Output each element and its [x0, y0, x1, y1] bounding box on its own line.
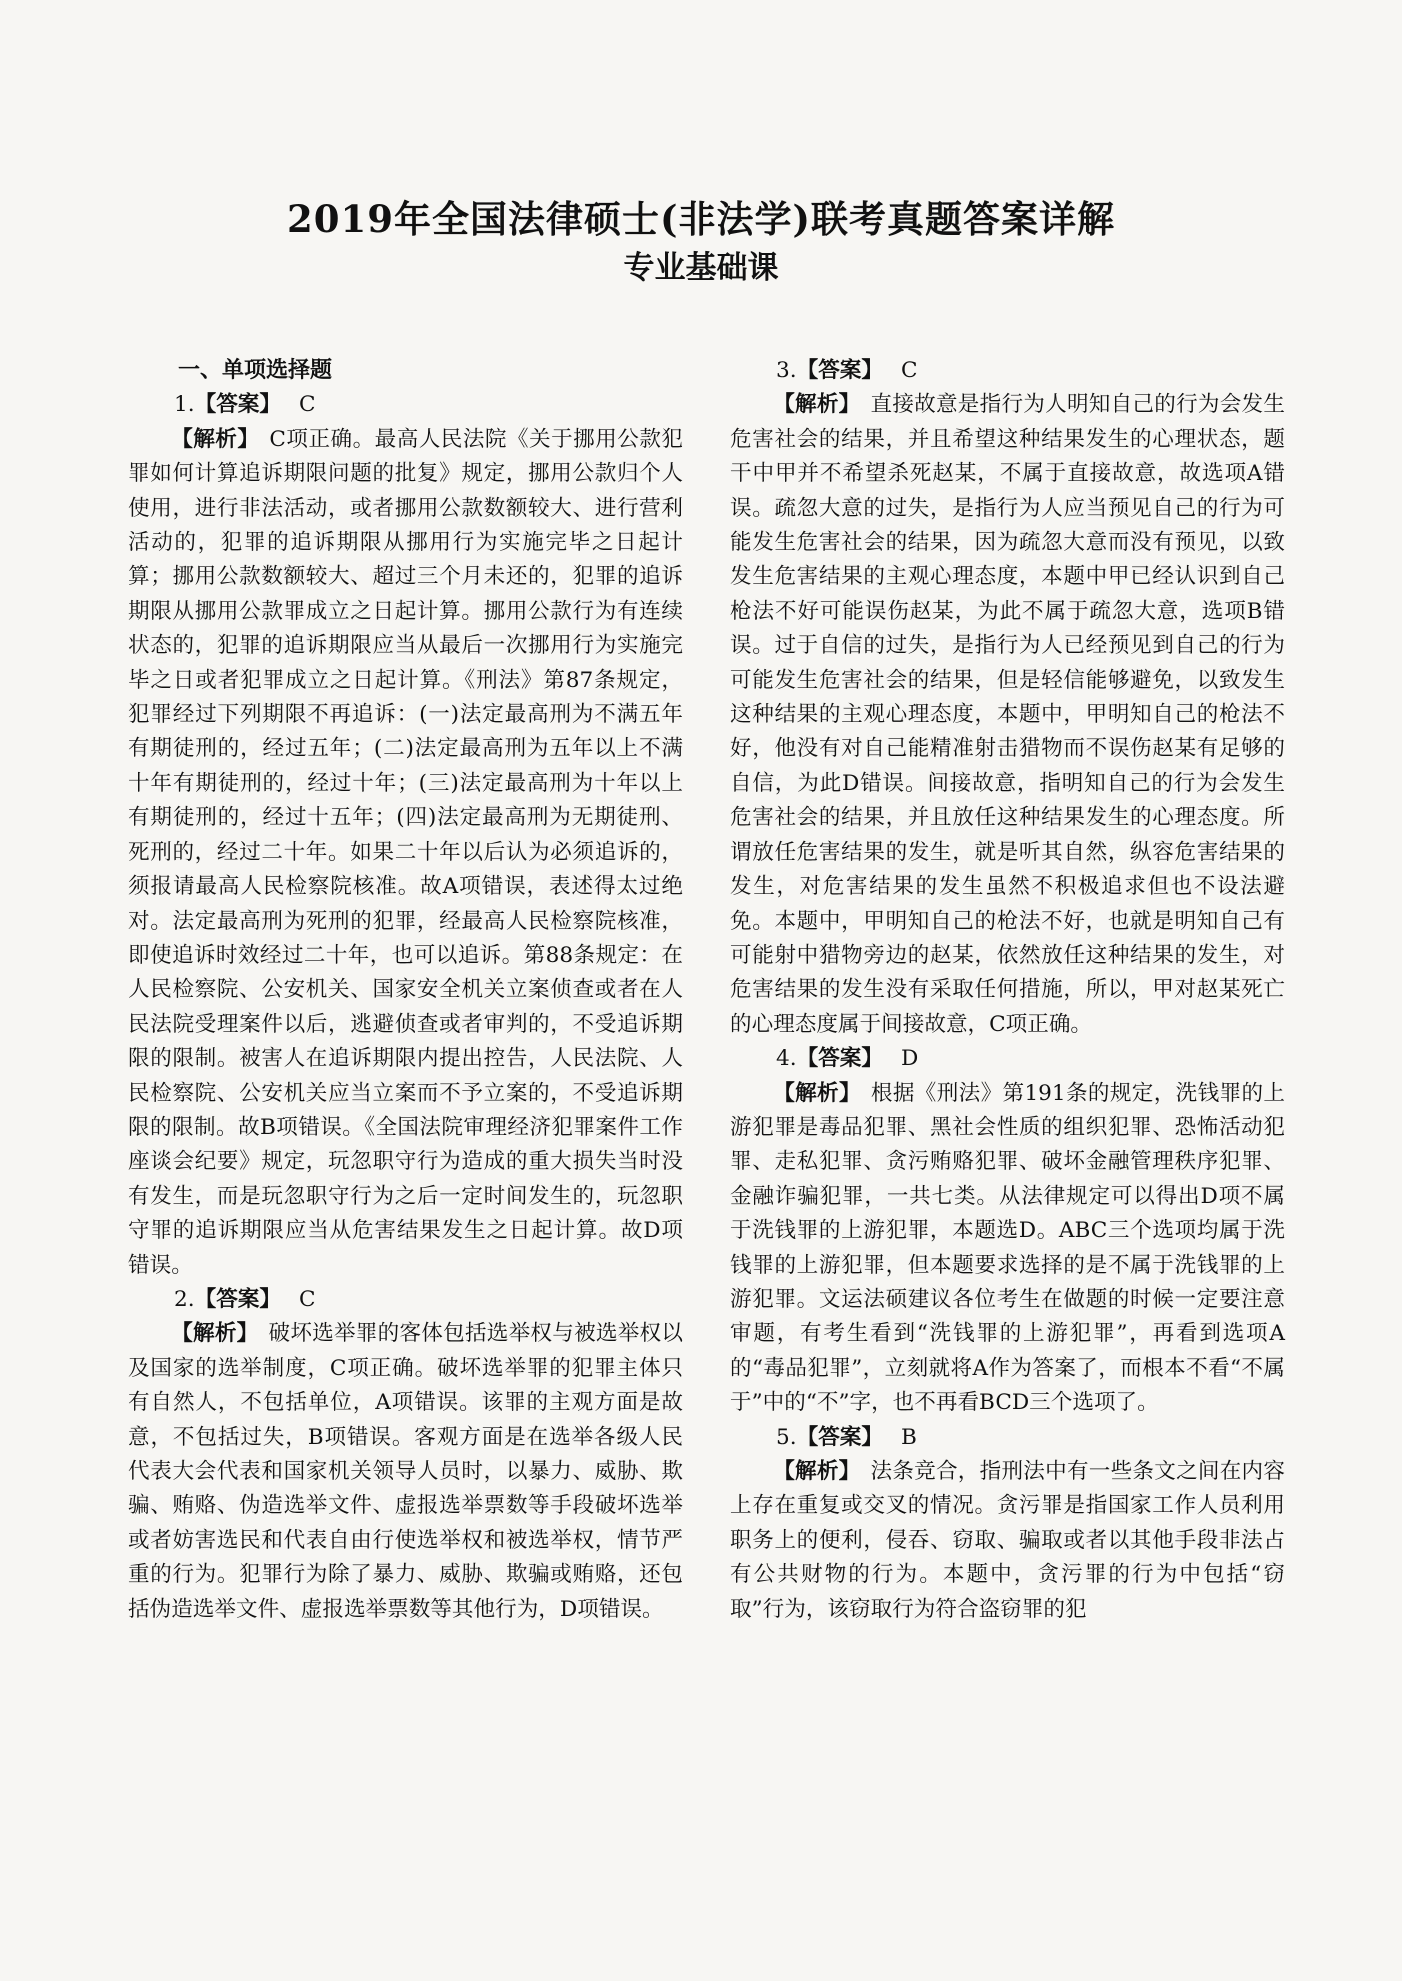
page-subtitle: 专业基础课	[623, 250, 779, 286]
answer-header	[776, 1042, 1285, 1076]
answer-item-1	[128, 388, 683, 1283]
analysis-text: 破坏选举罪的客体包括选举权与被选举权以及国家的选举制度，C项正确。破坏选举罪的犯罪主体只有自然人，不包括单位，A项错误。该罪的主观方面是故意，不包括过失，B项错误。客观方面是在选举各级人民代表大会代表和国家机关领导人员时，以暴力、威胁、欺骗、贿赂、伪造选举文件、虚报选举票数等手段破坏选举或者妨害选民和代表自由行使选举权和被选举权，情节严重的行为。犯罪行为除了暴力、威胁、欺骗或贿赂，还包括伪造选举文件、虚报选举票数等其他行为，D项错误。	[128, 1321, 683, 1622]
page-title: 2019年全国法律硕士(非法学)联考真题答案详解	[287, 197, 1115, 241]
answer-label: 【答案】	[796, 358, 883, 383]
item-number: 1.	[174, 392, 195, 418]
answer-header	[174, 1283, 683, 1317]
answer-header	[174, 388, 683, 422]
analysis-text: C项正确。最高人民法院《关于挪用公款犯罪如何计算追诉期限问题的批复》规定，挪用公款归个人使用，进行非法活动，或者挪用公款数额较大、进行营利活动的，犯罪的追诉期限从挪用行为实施完毕之日起计算；挪用公款数额较大、超过三个月未还的，犯罪的追诉期限从挪用公款罪成立之日起计算。挪用公款行为有连续状态的，犯罪的追诉期限应当从最后一次挪用行为实施完毕之日或者犯罪成立之日起计算。《刑法》第87条规定，犯罪经过下列期限不再追诉：(一)法定最高刑为不满五年有期徒刑的，经过五年；(二)法定最高刑为五年以上不满十年有期徒刑的，经过十年；(三)法定最高刑为十年以上有期徒刑的，经过十五年；(四)法定最高刑为无期徒刑、死刑的，经过二十年。如果二十年以后认为必须追诉的，须报请最高人民检察院核准。故A项错误，表述得太过绝对。法定最高刑为死刑的犯罪，经最高人民检察院核准，即使追诉时效经过二十年，也可以追诉。第88条规定：在人民检察院、公安机关、国家安全机关立案侦查或者在人民法院受理案件以后，逃避侦查或者审判的，不受追诉期限的限制。被害人在追诉期限内提出控告，人民法院、人民检察院、公安机关应当立案而不予立案的，不受追诉期限的限制。故B项错误。《全国法院审理经济犯罪案件工作座谈会纪要》规定，玩忽职守行为造成的重大损失当时没有发生，而是玩忽职守行为之后一定时间发生的，玩忽职守罪的追诉期限应当从危害结果发生之日起计算。故D项错误。	[128, 426, 683, 1278]
analysis-paragraph	[128, 1317, 683, 1627]
answer-value: C	[299, 1286, 316, 1312]
answer-header	[776, 354, 1285, 388]
section-heading: 一、单项选择题	[178, 358, 333, 383]
right-column	[730, 354, 1285, 1627]
analysis-paragraph	[730, 1455, 1285, 1627]
analysis-label: 【解析】	[773, 1459, 861, 1484]
analysis-label: 【解析】	[773, 392, 861, 418]
item-number: 4.	[776, 1046, 797, 1072]
analysis-text: 直接故意是指行为人明知自己的行为会发生危害社会的结果，并且希望这种结果发生的心理状态，题干中甲并不希望杀死赵某，不属于直接故意，故选项A错误。疏忽大意的过失，是指行为人应当预见自己的行为可能发生危害社会的结果，因为疏忽大意而没有预见，以致发生危害结果的主观心理态度，本题中甲已经认识到自己枪法不好可能误伤赵某，为此不属于疏忽大意，选项B错误。过于自信的过失，是指行为人已经预见到自己的行为可能发生危害社会的结果，但是轻信能够避免，以致发生这种结果的主观心理态度，本题中，甲明知自己的枪法不好，他没有对自己能精准射击猎物而不误伤赵某有足够的自信，为此D错误。间接故意，指明知自己的行为会发生危害社会的结果，并且放任这种结果发生的心理态度。所谓放任危害结果的发生，就是听其自然，纵容危害结果的发生，对危害结果的发生虽然不积极追求但也不设法避免。本题中，甲明知自己的枪法不好，也就是明知自己有可能射中猎物旁边的赵某，依然放任这种结果的发生，对危害结果的发生没有采取任何措施，所以，甲对赵某死亡的心理态度属于间接故意，C项正确。	[730, 392, 1285, 1037]
answer-label: 【答案】	[796, 1424, 883, 1450]
item-number: 2.	[174, 1286, 195, 1312]
answer-value: B	[901, 1424, 917, 1450]
answer-item-5	[730, 1421, 1285, 1627]
answer-label: 【答案】	[194, 392, 281, 418]
analysis-label: 【解析】	[171, 1321, 259, 1347]
answer-value: C	[901, 358, 918, 383]
analysis-paragraph	[128, 423, 683, 1283]
answer-value: C	[299, 392, 316, 418]
item-number: 5.	[776, 1424, 797, 1450]
answer-label: 【答案】	[796, 1046, 883, 1072]
analysis-text: 根据《刑法》第191条的规定，洗钱罪的上游犯罪是毒品犯罪、黑社会性质的组织犯罪、恐怖活动犯罪、走私犯罪、贪污贿赂犯罪、破坏金融管理秩序犯罪、金融诈骗犯罪，一共七类。从法律规定可以得出D项不属于洗钱罪的上游犯罪，本题选D。ABC三个选项均属于洗钱罪的上游犯罪，但本题要求选择的是不属于洗钱罪的上游犯罪。文运法硕建议各位考生在做题的时候一定要注意审题，有考生看到“洗钱罪的上游犯罪”，再看到选项A的“毒品犯罪”，立刻就将A作为答案了，而根本不看“不属于”中的“不”字，也不再看BCD三个选项了。	[730, 1080, 1285, 1416]
left-column	[128, 354, 683, 1627]
analysis-label: 【解析】	[773, 1080, 861, 1106]
answer-value: D	[901, 1046, 919, 1072]
answer-item-3	[730, 354, 1285, 1042]
analysis-paragraph	[730, 388, 1285, 1042]
analysis-label: 【解析】	[171, 426, 260, 452]
analysis-paragraph	[730, 1077, 1285, 1421]
item-number: 3.	[776, 358, 797, 383]
answer-item-4	[730, 1042, 1285, 1420]
analysis-text: 法条竞合，指刑法中有一些条文之间在内容上存在重复或交叉的情况。贪污罪是指国家工作人员利用职务上的便利，侵吞、窃取、骗取或者以其他手段非法占有公共财物的行为。本题中，贪污罪的行为中包括“窃取”行为，该窃取行为符合盗窃罪的犯	[730, 1459, 1285, 1622]
answer-label: 【答案】	[194, 1286, 281, 1312]
answer-header	[776, 1421, 1285, 1455]
answer-item-2	[128, 1283, 683, 1627]
